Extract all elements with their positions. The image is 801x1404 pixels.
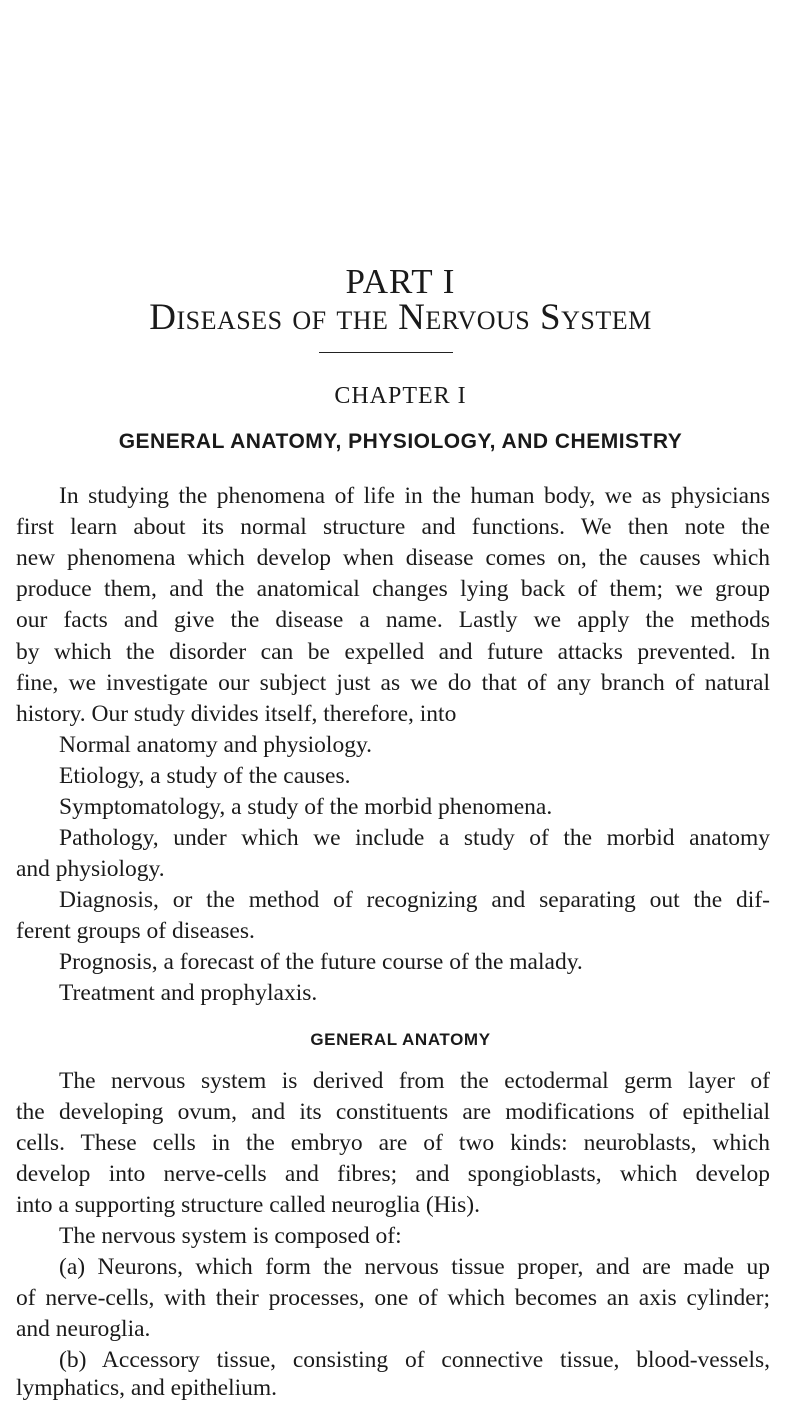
anatomy-line: and neuroglia.	[16, 1316, 151, 1342]
intro-list-item: Pathology, under which we include a study of the morbid anatomy	[59, 825, 770, 851]
anatomy-line: (b) Accessory tissue, consisting of connective tissue, blood-vessels,	[59, 1347, 770, 1373]
intro-line: produce them, and the anatomical changes lying back of them; we group	[16, 576, 770, 602]
anatomy-line: The nervous system is composed of:	[59, 1223, 402, 1249]
anatomy-line: of nerve-cells, with their processes, one of which becomes an axis cylinder;	[16, 1285, 770, 1311]
intro-line: our facts and give the disease a name. Lastly we apply the methods	[16, 607, 770, 633]
chapter-title: GENERAL ANATOMY, PHYSIOLOGY, AND CHEMISTRY	[118, 430, 683, 453]
title-divider	[319, 352, 453, 353]
intro-line: history. Our study divides itself, therefore, into	[16, 701, 457, 727]
section-heading: GENERAL ANATOMY	[310, 1030, 491, 1049]
anatomy-line: into a supporting structure called neuroglia (His).	[16, 1192, 480, 1218]
intro-list-item: ferent groups of diseases.	[16, 918, 255, 944]
anatomy-line: (a) Neurons, which form the nervous tissue proper, and are made up	[59, 1254, 770, 1280]
anatomy-line: The nervous system is derived from the ectodermal germ layer of	[59, 1068, 770, 1094]
intro-list-item: Diagnosis, or the method of recognizing and separating out the dif-	[59, 887, 770, 913]
intro-line: first learn about its normal structure and functions. We then note the	[16, 514, 770, 540]
intro-list-item: Prognosis, a forecast of the future course of the malady.	[59, 949, 583, 975]
intro-list-item: Normal anatomy and physiology.	[59, 732, 373, 758]
intro-line: In studying the phenomena of life in the human body, we as physicians	[59, 483, 770, 509]
intro-line: new phenomena which develop when disease comes on, the causes which	[16, 545, 770, 571]
intro-line: fine, we investigate our subject just as we do that of any branch of natural	[16, 670, 770, 696]
anatomy-line: the developing ovum, and its constituents are modifications of epithelial	[16, 1099, 770, 1125]
part-label: PART I	[345, 262, 456, 301]
chapter-label: CHAPTER I	[334, 383, 467, 409]
intro-list-item: Symptomatology, a study of the morbid phenomena.	[59, 794, 553, 820]
intro-list-item: Etiology, a study of the causes.	[59, 763, 351, 789]
anatomy-line: cells. These cells in the embryo are of two kinds: neuroblasts, which	[16, 1130, 770, 1156]
anatomy-line: lymphatics, and epithelium.	[16, 1375, 278, 1401]
intro-list-item: and physiology.	[16, 856, 165, 882]
anatomy-line: develop into nerve-cells and fibres; and spongioblasts, which develop	[16, 1161, 770, 1187]
book-title: Diseases of the Nervous System	[149, 297, 652, 338]
intro-line: by which the disorder can be expelled and future attacks prevented. In	[16, 639, 770, 665]
intro-list-item: Treatment and prophylaxis.	[59, 980, 318, 1006]
